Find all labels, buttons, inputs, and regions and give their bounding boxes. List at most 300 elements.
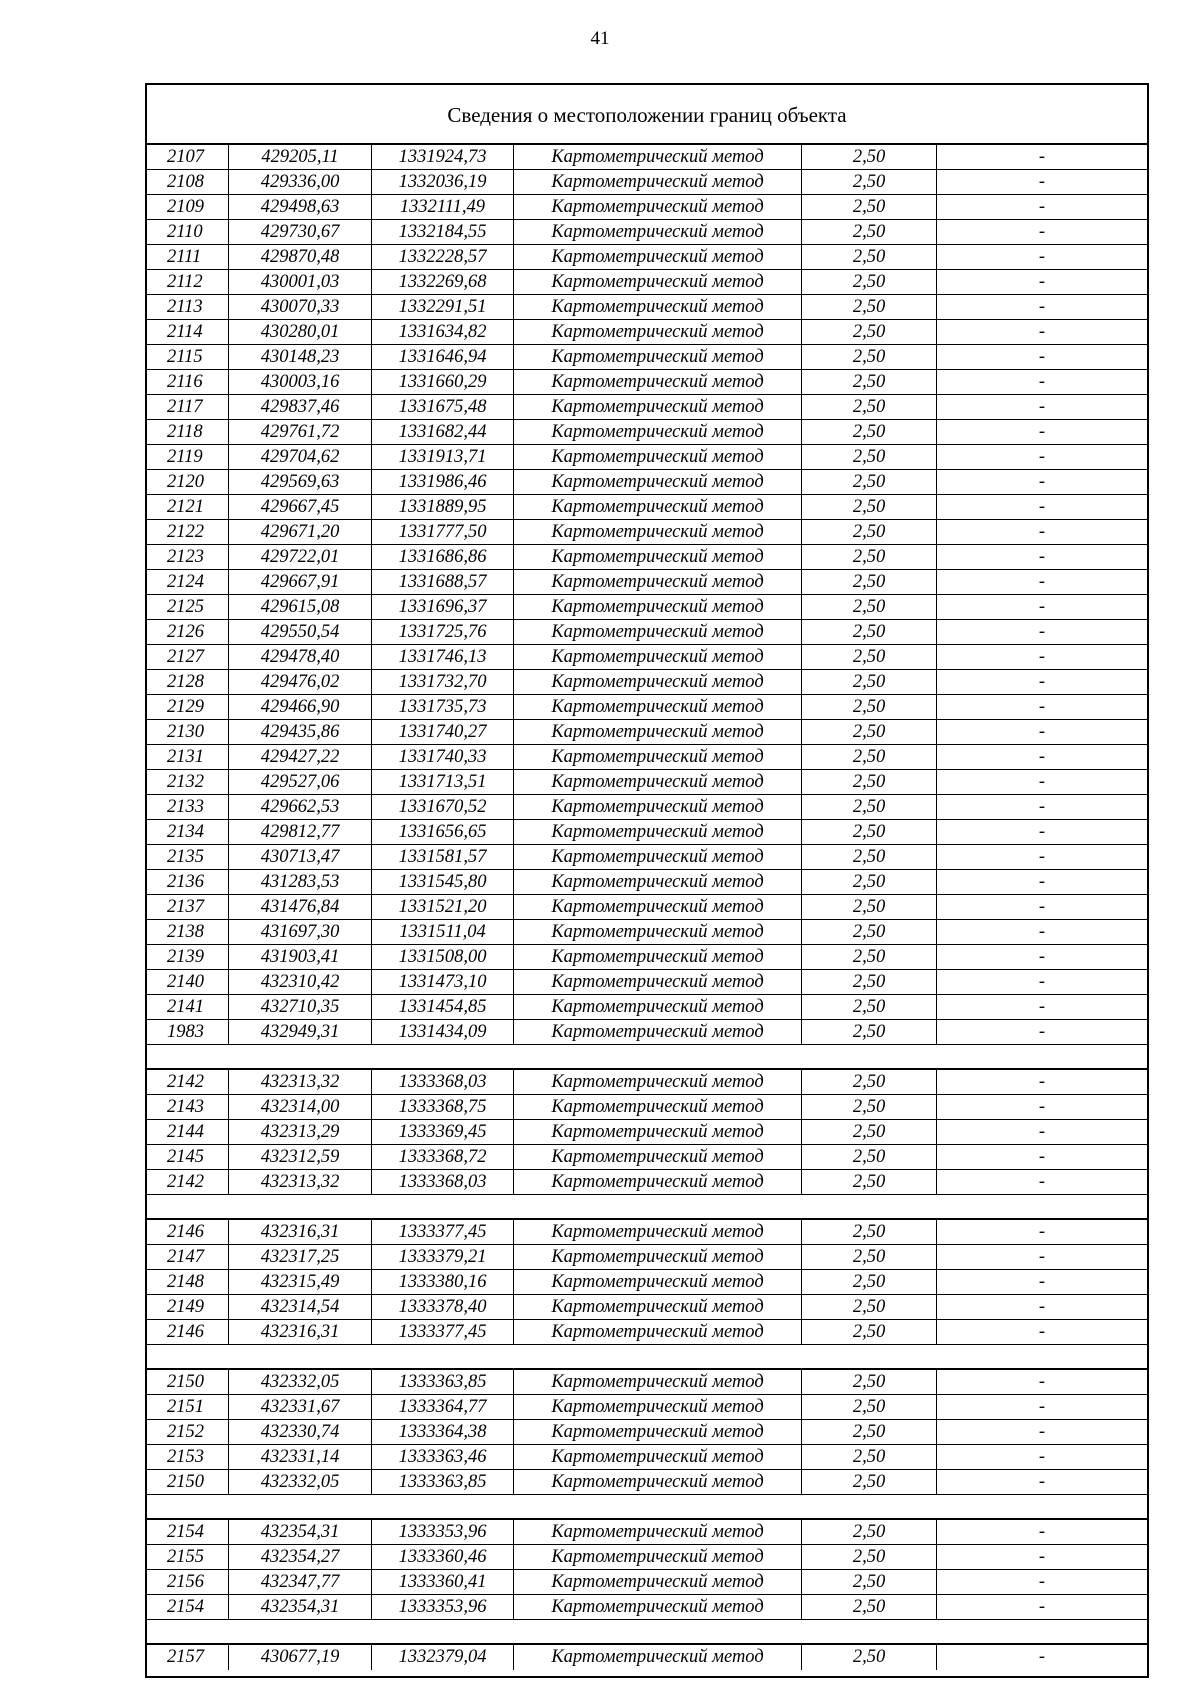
point-number-cell: 2150 [147, 1470, 229, 1494]
point-number-cell: 2108 [147, 170, 229, 194]
x-coordinate-cell: 432354,27 [229, 1545, 372, 1569]
method-cell: Картометрический метод [514, 245, 802, 269]
table-title: Сведения о местоположении границ объекта [147, 85, 1147, 145]
x-coordinate-cell: 432314,00 [229, 1095, 372, 1119]
y-coordinate-cell: 1331454,85 [372, 995, 514, 1019]
accuracy-cell: 2,50 [802, 1145, 937, 1169]
method-cell: Картометрический метод [514, 645, 802, 669]
x-coordinate-cell: 429730,67 [229, 220, 372, 244]
table-row [147, 520, 1147, 545]
point-number-cell: 2155 [147, 1545, 229, 1569]
accuracy-cell: 2,50 [802, 545, 937, 569]
x-coordinate-cell: 429435,86 [229, 720, 372, 744]
x-coordinate-cell: 429615,08 [229, 595, 372, 619]
table-row [147, 270, 1147, 295]
x-coordinate-cell: 432312,59 [229, 1145, 372, 1169]
description-cell: - [1038, 547, 1046, 567]
point-number-cell: 2115 [147, 345, 229, 369]
x-coordinate-cell: 430070,33 [229, 295, 372, 319]
point-number-cell: 1983 [147, 1020, 229, 1044]
accuracy-cell: 2,50 [802, 870, 937, 894]
x-coordinate-cell: 432313,29 [229, 1120, 372, 1144]
description-cell: - [1038, 1572, 1046, 1592]
accuracy-cell: 2,50 [802, 995, 937, 1019]
y-coordinate-cell: 1331473,10 [372, 970, 514, 994]
point-number-cell: 2146 [147, 1320, 229, 1344]
y-coordinate-cell: 1331660,29 [372, 370, 514, 394]
accuracy-cell: 2,50 [802, 770, 937, 794]
method-cell: Картометрический метод [514, 195, 802, 219]
method-cell: Картометрический метод [514, 970, 802, 994]
table-row [147, 170, 1147, 195]
method-cell: Картометрический метод [514, 595, 802, 619]
method-cell: Картометрический метод [514, 295, 802, 319]
description-cell: - [1038, 522, 1046, 542]
method-cell: Картометрический метод [514, 1520, 802, 1544]
x-coordinate-cell: 429722,01 [229, 545, 372, 569]
y-coordinate-cell: 1331682,44 [372, 420, 514, 444]
table-row [147, 1245, 1147, 1270]
x-coordinate-cell: 432354,31 [229, 1520, 372, 1544]
table-row [147, 720, 1147, 745]
y-coordinate-cell: 1333368,75 [372, 1095, 514, 1119]
accuracy-cell: 2,50 [802, 1545, 937, 1569]
point-number-cell: 2139 [147, 945, 229, 969]
y-coordinate-cell: 1331735,73 [372, 695, 514, 719]
point-number-cell: 2142 [147, 1070, 229, 1094]
description-cell: - [1038, 672, 1046, 692]
method-cell: Картометрический метод [514, 720, 802, 744]
x-coordinate-cell: 429662,53 [229, 795, 372, 819]
accuracy-cell: 2,50 [802, 1295, 937, 1319]
description-cell: - [1038, 472, 1046, 492]
method-cell: Картометрический метод [514, 845, 802, 869]
description-cell: - [1038, 1247, 1046, 1267]
y-coordinate-cell: 1333379,21 [372, 1245, 514, 1269]
point-number-cell: 2154 [147, 1520, 229, 1544]
description-cell: - [1038, 172, 1046, 192]
method-cell: Картометрический метод [514, 170, 802, 194]
description-cell: - [1038, 1097, 1046, 1117]
point-number-cell: 2135 [147, 845, 229, 869]
table-row [147, 870, 1147, 895]
y-coordinate-cell: 1331686,86 [372, 545, 514, 569]
y-coordinate-cell: 1332379,04 [372, 1645, 514, 1670]
description-cell: - [1038, 222, 1046, 242]
y-coordinate-cell: 1331746,13 [372, 645, 514, 669]
method-cell: Картометрический метод [514, 395, 802, 419]
table-row [147, 1145, 1147, 1170]
table-row [147, 1170, 1147, 1195]
x-coordinate-cell: 429837,46 [229, 395, 372, 419]
x-coordinate-cell: 429476,02 [229, 670, 372, 694]
description-cell: - [1038, 1322, 1046, 1342]
table-row [147, 1270, 1147, 1295]
accuracy-cell: 2,50 [802, 220, 937, 244]
method-cell: Картометрический метод [514, 1470, 802, 1494]
description-cell: - [1038, 972, 1046, 992]
table-row [147, 1370, 1147, 1395]
method-cell: Картометрический метод [514, 895, 802, 919]
table-row [147, 1595, 1147, 1620]
point-number-cell: 2154 [147, 1595, 229, 1619]
description-cell: - [1038, 797, 1046, 817]
table-row [147, 1395, 1147, 1420]
table-row [147, 1020, 1147, 1045]
method-cell: Картометрический метод [514, 345, 802, 369]
method-cell: Картометрический метод [514, 1020, 802, 1044]
x-coordinate-cell: 429569,63 [229, 470, 372, 494]
description-cell: - [1038, 697, 1046, 717]
method-cell: Картометрический метод [514, 145, 802, 169]
x-coordinate-cell: 429667,45 [229, 495, 372, 519]
table-row [147, 445, 1147, 470]
y-coordinate-cell: 1332036,19 [372, 170, 514, 194]
y-coordinate-cell: 1331511,04 [372, 920, 514, 944]
method-cell: Картометрический метод [514, 1395, 802, 1419]
accuracy-cell: 2,50 [802, 695, 937, 719]
x-coordinate-cell: 429667,91 [229, 570, 372, 594]
table-row [147, 220, 1147, 245]
x-coordinate-cell: 432354,31 [229, 1595, 372, 1619]
method-cell: Картометрический метод [514, 1645, 802, 1670]
point-number-cell: 2148 [147, 1270, 229, 1294]
boundary-table [145, 83, 1149, 1678]
point-number-cell: 2111 [147, 245, 229, 269]
description-cell: - [1038, 1447, 1046, 1467]
y-coordinate-cell: 1331986,46 [372, 470, 514, 494]
table-row [147, 420, 1147, 445]
y-coordinate-cell: 1331913,71 [372, 445, 514, 469]
table-row [147, 320, 1147, 345]
point-number-cell: 2122 [147, 520, 229, 544]
method-cell: Картометрический метод [514, 1295, 802, 1319]
x-coordinate-cell: 429812,77 [229, 820, 372, 844]
x-coordinate-cell: 431283,53 [229, 870, 372, 894]
description-cell: - [1038, 847, 1046, 867]
x-coordinate-cell: 430677,19 [229, 1645, 372, 1670]
point-number-cell: 2131 [147, 745, 229, 769]
x-coordinate-cell: 431697,30 [229, 920, 372, 944]
x-coordinate-cell: 432310,42 [229, 970, 372, 994]
table-row [147, 295, 1147, 320]
y-coordinate-cell: 1333369,45 [372, 1120, 514, 1144]
accuracy-cell: 2,50 [802, 195, 937, 219]
accuracy-cell: 2,50 [802, 1595, 937, 1619]
point-number-cell: 2143 [147, 1095, 229, 1119]
method-cell: Картометрический метод [514, 1570, 802, 1594]
description-cell: - [1038, 1422, 1046, 1442]
table-row [147, 1320, 1147, 1345]
table-row [147, 1570, 1147, 1595]
description-cell: - [1038, 397, 1046, 417]
table-row [147, 570, 1147, 595]
accuracy-cell: 2,50 [802, 1095, 937, 1119]
accuracy-cell: 2,50 [802, 1520, 937, 1544]
point-number-cell: 2156 [147, 1570, 229, 1594]
x-coordinate-cell: 429478,40 [229, 645, 372, 669]
x-coordinate-cell: 429205,11 [229, 145, 372, 169]
accuracy-cell: 2,50 [802, 570, 937, 594]
y-coordinate-cell: 1333377,45 [372, 1220, 514, 1244]
y-coordinate-cell: 1331740,33 [372, 745, 514, 769]
description-cell: - [1038, 872, 1046, 892]
x-coordinate-cell: 432314,54 [229, 1295, 372, 1319]
point-number-cell: 2130 [147, 720, 229, 744]
x-coordinate-cell: 429550,54 [229, 620, 372, 644]
description-cell: - [1038, 347, 1046, 367]
y-coordinate-cell: 1332184,55 [372, 220, 514, 244]
method-cell: Картометрический метод [514, 1370, 802, 1394]
description-cell: - [1038, 997, 1046, 1017]
description-cell: - [1038, 747, 1046, 767]
point-number-cell: 2123 [147, 545, 229, 569]
y-coordinate-cell: 1333363,46 [372, 1445, 514, 1469]
table-row [147, 1520, 1147, 1545]
y-coordinate-cell: 1331656,65 [372, 820, 514, 844]
y-coordinate-cell: 1331675,48 [372, 395, 514, 419]
point-number-cell: 2136 [147, 870, 229, 894]
accuracy-cell: 2,50 [802, 1645, 937, 1670]
point-number-cell: 2121 [147, 495, 229, 519]
method-cell: Картометрический метод [514, 320, 802, 344]
x-coordinate-cell: 432330,74 [229, 1420, 372, 1444]
method-cell: Картометрический метод [514, 1445, 802, 1469]
table-row [147, 395, 1147, 420]
y-coordinate-cell: 1333353,96 [372, 1595, 514, 1619]
description-cell: - [1038, 922, 1046, 942]
description-cell: - [1038, 372, 1046, 392]
accuracy-cell: 2,50 [802, 295, 937, 319]
table-row [147, 245, 1147, 270]
description-cell: - [1038, 447, 1046, 467]
method-cell: Картометрический метод [514, 870, 802, 894]
accuracy-cell: 2,50 [802, 470, 937, 494]
point-number-cell: 2129 [147, 695, 229, 719]
method-cell: Картометрический метод [514, 745, 802, 769]
x-coordinate-cell: 429527,06 [229, 770, 372, 794]
y-coordinate-cell: 1331713,51 [372, 770, 514, 794]
accuracy-cell: 2,50 [802, 970, 937, 994]
x-coordinate-cell: 429427,22 [229, 745, 372, 769]
point-number-cell: 2132 [147, 770, 229, 794]
description-cell: - [1038, 572, 1046, 592]
accuracy-cell: 2,50 [802, 420, 937, 444]
method-cell: Картометрический метод [514, 270, 802, 294]
point-number-cell: 2117 [147, 395, 229, 419]
description-cell: - [1038, 297, 1046, 317]
description-cell: - [1038, 147, 1046, 167]
x-coordinate-cell: 429870,48 [229, 245, 372, 269]
table-row [147, 1070, 1147, 1095]
y-coordinate-cell: 1332111,49 [372, 195, 514, 219]
point-number-cell: 2110 [147, 220, 229, 244]
description-cell: - [1038, 1522, 1046, 1542]
method-cell: Картометрический метод [514, 1595, 802, 1619]
group-separator [147, 1045, 1147, 1070]
x-coordinate-cell: 429704,62 [229, 445, 372, 469]
y-coordinate-cell: 1332228,57 [372, 245, 514, 269]
point-number-cell: 2149 [147, 1295, 229, 1319]
method-cell: Картометрический метод [514, 1320, 802, 1344]
x-coordinate-cell: 432313,32 [229, 1070, 372, 1094]
point-number-cell: 2134 [147, 820, 229, 844]
x-coordinate-cell: 429466,90 [229, 695, 372, 719]
x-coordinate-cell: 432347,77 [229, 1570, 372, 1594]
accuracy-cell: 2,50 [802, 320, 937, 344]
description-cell: - [1038, 1647, 1046, 1667]
y-coordinate-cell: 1333353,96 [372, 1520, 514, 1544]
x-coordinate-cell: 432331,67 [229, 1395, 372, 1419]
accuracy-cell: 2,50 [802, 1270, 937, 1294]
y-coordinate-cell: 1332291,51 [372, 295, 514, 319]
point-number-cell: 2157 [147, 1645, 229, 1670]
description-cell: - [1038, 1122, 1046, 1142]
description-cell: - [1038, 247, 1046, 267]
table-row [147, 795, 1147, 820]
table-row [147, 345, 1147, 370]
x-coordinate-cell: 430003,16 [229, 370, 372, 394]
point-number-cell: 2126 [147, 620, 229, 644]
y-coordinate-cell: 1331740,27 [372, 720, 514, 744]
table-row [147, 470, 1147, 495]
accuracy-cell: 2,50 [802, 845, 937, 869]
x-coordinate-cell: 430001,03 [229, 270, 372, 294]
description-cell: - [1038, 1547, 1046, 1567]
point-number-cell: 2112 [147, 270, 229, 294]
y-coordinate-cell: 1331777,50 [372, 520, 514, 544]
description-cell: - [1038, 1072, 1046, 1092]
y-coordinate-cell: 1333364,38 [372, 1420, 514, 1444]
description-cell: - [1038, 1272, 1046, 1292]
table-row [147, 645, 1147, 670]
method-cell: Картометрический метод [514, 670, 802, 694]
accuracy-cell: 2,50 [802, 445, 937, 469]
accuracy-cell: 2,50 [802, 1245, 937, 1269]
y-coordinate-cell: 1331688,57 [372, 570, 514, 594]
description-cell: - [1038, 272, 1046, 292]
accuracy-cell: 2,50 [802, 1445, 937, 1469]
x-coordinate-cell: 432332,05 [229, 1370, 372, 1394]
table-row [147, 545, 1147, 570]
accuracy-cell: 2,50 [802, 520, 937, 544]
table-row [147, 695, 1147, 720]
method-cell: Картометрический метод [514, 1270, 802, 1294]
x-coordinate-cell: 429761,72 [229, 420, 372, 444]
table-body [147, 145, 1147, 1670]
accuracy-cell: 2,50 [802, 1420, 937, 1444]
accuracy-cell: 2,50 [802, 620, 937, 644]
description-cell: - [1038, 722, 1046, 742]
point-number-cell: 2114 [147, 320, 229, 344]
point-number-cell: 2150 [147, 1370, 229, 1394]
point-number-cell: 2147 [147, 1245, 229, 1269]
table-row [147, 970, 1147, 995]
table-row [147, 845, 1147, 870]
table-row [147, 1445, 1147, 1470]
table-row [147, 670, 1147, 695]
method-cell: Картометрический метод [514, 995, 802, 1019]
y-coordinate-cell: 1333364,77 [372, 1395, 514, 1419]
point-number-cell: 2142 [147, 1170, 229, 1194]
description-cell: - [1038, 622, 1046, 642]
accuracy-cell: 2,50 [802, 345, 937, 369]
table-row [147, 1645, 1147, 1670]
accuracy-cell: 2,50 [802, 745, 937, 769]
point-number-cell: 2151 [147, 1395, 229, 1419]
table-row [147, 945, 1147, 970]
point-number-cell: 2125 [147, 595, 229, 619]
description-cell: - [1038, 597, 1046, 617]
accuracy-cell: 2,50 [802, 720, 937, 744]
point-number-cell: 2138 [147, 920, 229, 944]
description-cell: - [1038, 1022, 1046, 1042]
point-number-cell: 2119 [147, 445, 229, 469]
method-cell: Картометрический метод [514, 1170, 802, 1194]
method-cell: Картометрический метод [514, 1070, 802, 1094]
y-coordinate-cell: 1331924,73 [372, 145, 514, 169]
table-row [147, 1470, 1147, 1495]
description-cell: - [1038, 1597, 1046, 1617]
description-cell: - [1038, 772, 1046, 792]
table-row [147, 1120, 1147, 1145]
description-cell: - [1038, 947, 1046, 967]
table-row [147, 745, 1147, 770]
point-number-cell: 2113 [147, 295, 229, 319]
y-coordinate-cell: 1333363,85 [372, 1370, 514, 1394]
method-cell: Картометрический метод [514, 620, 802, 644]
method-cell: Картометрический метод [514, 520, 802, 544]
x-coordinate-cell: 430713,47 [229, 845, 372, 869]
accuracy-cell: 2,50 [802, 645, 937, 669]
x-coordinate-cell: 429336,00 [229, 170, 372, 194]
table-row [147, 895, 1147, 920]
y-coordinate-cell: 1331696,37 [372, 595, 514, 619]
table-row [147, 920, 1147, 945]
point-number-cell: 2109 [147, 195, 229, 219]
accuracy-cell: 2,50 [802, 495, 937, 519]
accuracy-cell: 2,50 [802, 920, 937, 944]
x-coordinate-cell: 431476,84 [229, 895, 372, 919]
method-cell: Картометрический метод [514, 770, 802, 794]
description-cell: - [1038, 1297, 1046, 1317]
table-row [147, 195, 1147, 220]
description-cell: - [1038, 422, 1046, 442]
method-cell: Картометрический метод [514, 1545, 802, 1569]
description-cell: - [1038, 1397, 1046, 1417]
x-coordinate-cell: 432949,31 [229, 1020, 372, 1044]
description-cell: - [1038, 197, 1046, 217]
accuracy-cell: 2,50 [802, 1020, 937, 1044]
point-number-cell: 2153 [147, 1445, 229, 1469]
y-coordinate-cell: 1333377,45 [372, 1320, 514, 1344]
y-coordinate-cell: 1331732,70 [372, 670, 514, 694]
table-row [147, 145, 1147, 170]
method-cell: Картометрический метод [514, 470, 802, 494]
table-row [147, 1420, 1147, 1445]
description-cell: - [1038, 497, 1046, 517]
y-coordinate-cell: 1333368,72 [372, 1145, 514, 1169]
accuracy-cell: 2,50 [802, 245, 937, 269]
point-number-cell: 2141 [147, 995, 229, 1019]
table-row [147, 770, 1147, 795]
accuracy-cell: 2,50 [802, 1070, 937, 1094]
accuracy-cell: 2,50 [802, 270, 937, 294]
point-number-cell: 2107 [147, 145, 229, 169]
x-coordinate-cell: 432317,25 [229, 1245, 372, 1269]
point-number-cell: 2118 [147, 420, 229, 444]
method-cell: Картометрический метод [514, 945, 802, 969]
